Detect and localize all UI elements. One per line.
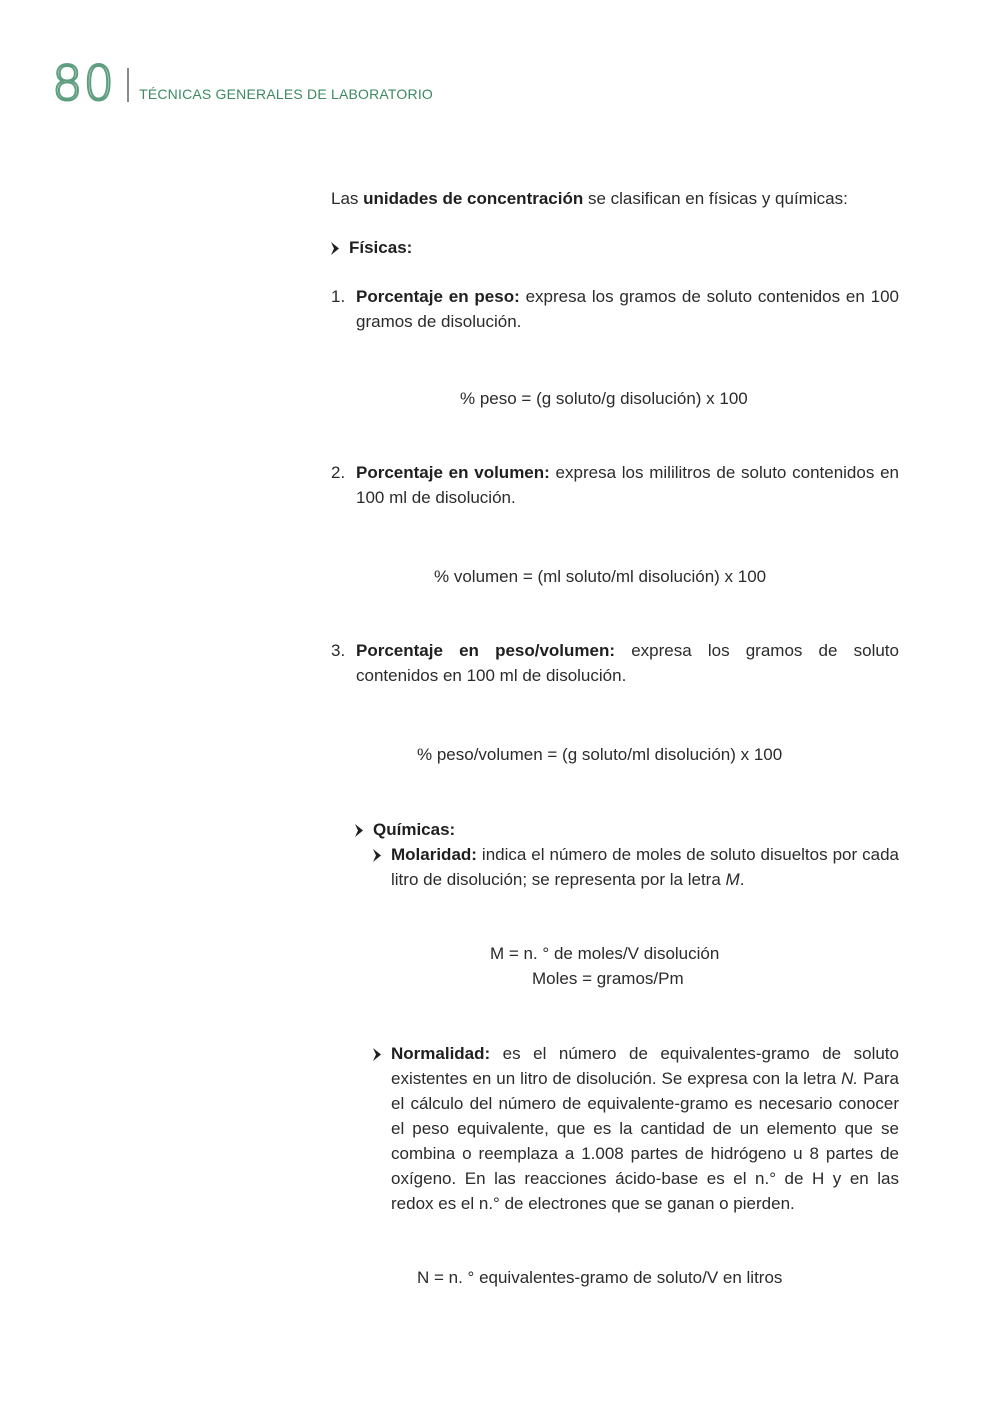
- item-number: 2.: [331, 463, 346, 482]
- intro-paragraph: [331, 186, 901, 211]
- list-item: [356, 638, 899, 688]
- page-header: [52, 56, 434, 112]
- normalidad-formula: N = n. ° equivalentes-gramo de soluto/V en litros: [417, 1268, 783, 1287]
- item-term: Porcentaje en volumen:: [356, 463, 550, 482]
- chapter-title: TÉCNICAS GENERALES DE LABORATORIO: [139, 86, 434, 102]
- formula: % peso/volumen = (g soluto/ml disolución) x 100: [417, 745, 783, 764]
- normalidad-description: es el número de equivalentes-gramo de soluto existentes en un litro de disolución. Se expresa con la letra: [391, 1044, 899, 1088]
- item-term: Porcentaje en peso/volumen:: [356, 641, 616, 660]
- list-item: [356, 460, 899, 510]
- normalidad-letter: N.: [841, 1069, 859, 1088]
- fisicas-heading-text: Físicas:: [349, 238, 413, 257]
- bullet-icon: [331, 242, 339, 254]
- molaridad-formula-1: M = n. ° de moles/V disolución: [490, 944, 720, 963]
- molaridad-term: Molaridad:: [391, 845, 477, 864]
- molaridad-description: indica el número de moles de soluto disueltos por cada litro de disolución; se representa por la letra: [391, 845, 899, 889]
- list-item: [356, 284, 899, 334]
- item-description: expresa los gramos de soluto contenidos en 100 gramos de disolución.: [356, 287, 899, 331]
- intro-bold-term: unidades de concentración: [363, 189, 584, 208]
- normalidad-term: Normalidad:: [391, 1044, 491, 1063]
- header-divider: [127, 68, 129, 102]
- quimicas-heading: [355, 817, 455, 842]
- molaridad-bullet: [373, 842, 391, 867]
- molaridad-end: .: [739, 870, 745, 889]
- molaridad-formula-2: Moles = gramos/Pm: [532, 969, 684, 988]
- intro-text-end: se clasifican en físicas y químicas:: [583, 189, 848, 208]
- quimicas-heading-text: Químicas:: [373, 820, 456, 839]
- molaridad-letter: M: [725, 870, 740, 889]
- molaridad-paragraph: [391, 842, 899, 892]
- formula: % volumen = (ml soluto/ml disolución) x 100: [434, 567, 767, 586]
- item-term: Porcentaje en peso:: [356, 287, 520, 306]
- intro-text-start: Las: [331, 189, 364, 208]
- item-description: expresa los gramos de soluto contenidos en 100 ml de disolución.: [356, 641, 899, 685]
- item-number: 1.: [331, 287, 346, 306]
- item-description: expresa los mililitros de soluto contenidos en 100 ml de disolución.: [356, 463, 899, 507]
- formula: % peso = (g soluto/g disolución) x 100: [460, 389, 748, 408]
- bullet-icon: [373, 849, 381, 861]
- normalidad-bullet: [373, 1041, 391, 1066]
- normalidad-description-2: Para el cálculo del número de equivalente-gramo es necesario conocer el peso equivalente, que es la cantidad de un elemento que se combina o reemplaza a 1.008 partes de hidrógeno u 8 partes de oxígeno. En las reacciones ácido-base es el n.° de H y en las redox es el n.° de electrones que se ganan o pierden.: [391, 1069, 899, 1213]
- item-number: 3.: [331, 641, 346, 660]
- page-number: 80: [52, 56, 116, 112]
- normalidad-paragraph: [391, 1041, 899, 1216]
- bullet-icon: [355, 824, 363, 836]
- bullet-icon: [373, 1048, 381, 1060]
- fisicas-heading: [331, 235, 412, 260]
